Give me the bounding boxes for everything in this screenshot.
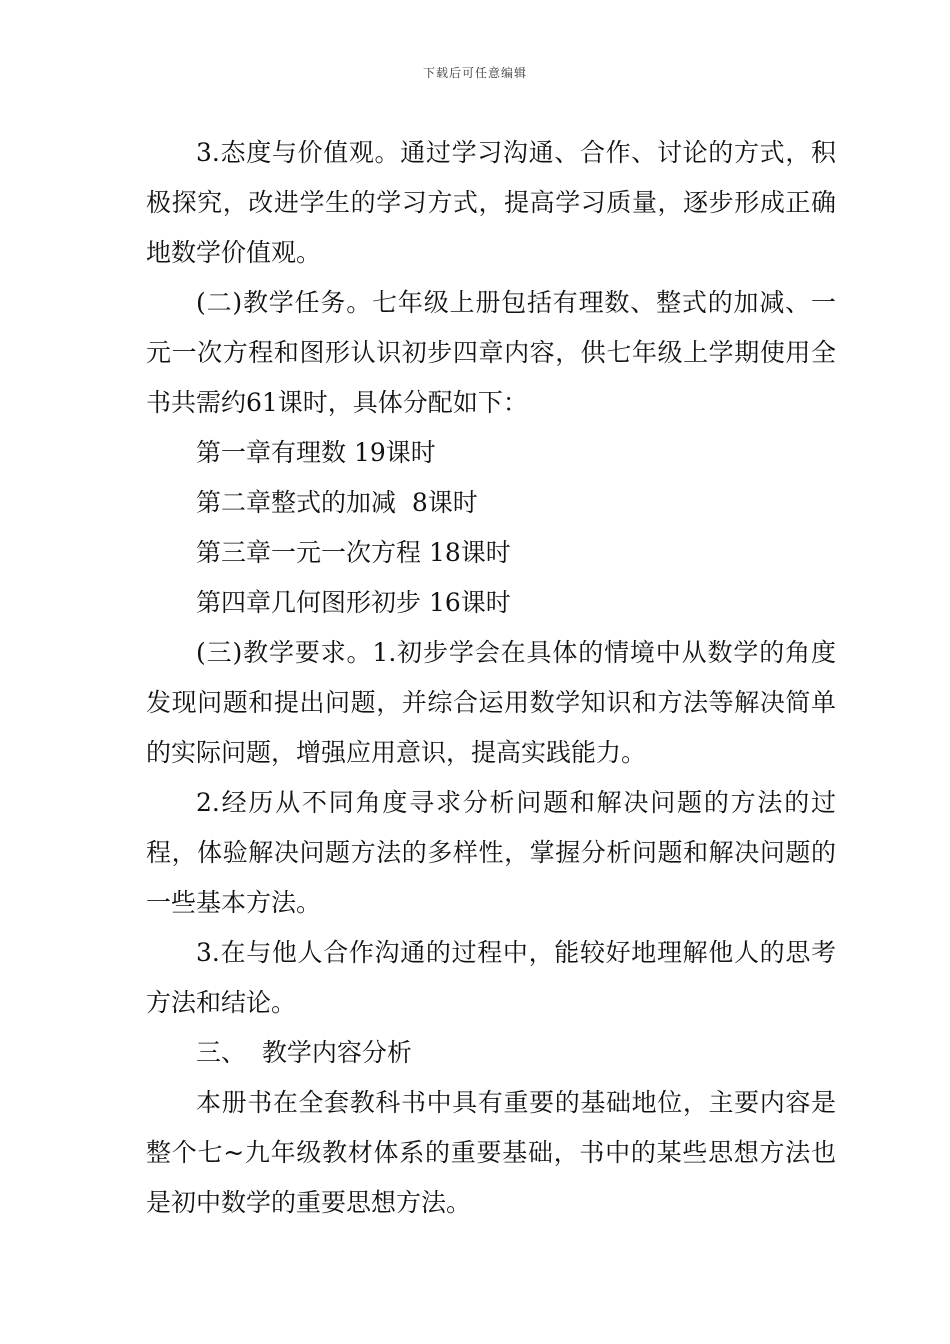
section-heading-content-analysis: 三、 教学内容分析 <box>196 1038 412 1067</box>
chapter-4-line: 第四章几何图形初步 16课时 <box>196 588 511 617</box>
paragraph-requirement-3: 3.在与他人合作沟通的过程中，能较好地理解他人的思考方法和结论。 <box>146 938 836 1017</box>
chapter-2-line: 第二章整式的加减 8课时 <box>196 488 478 517</box>
paragraph-requirement-2: 2.经历从不同角度寻求分析问题和解决问题的方法的过程，体验解决问题方法的多样性，掌握分析问题和解决问题的一些基本方法。 <box>146 788 836 917</box>
chapter-1-line: 第一章有理数 19课时 <box>196 438 436 467</box>
paragraph-content-analysis: 本册书在全套教科书中具有重要的基础地位，主要内容是整个七~九年级教材体系的重要基础，书中的某些思想方法也是初中数学的重要思想方法。 <box>146 1088 836 1217</box>
paragraph-teaching-requirements: (三)教学要求。1.初步学会在具体的情境中从数学的角度发现问题和提出问题，并综合运用数学知识和方法等解决简单的实际问题，增强应用意识，提高实践能力。 <box>146 638 836 767</box>
paragraph-attitude-values: 3.态度与价值观。通过学习沟通、合作、讨论的方式，积极探究，改进学生的学习方式，提高学习质量，逐步形成正确地数学价值观。 <box>146 138 836 267</box>
page-header: 下载后可任意编辑 <box>422 66 527 80</box>
chapter-3-line: 第三章一元一次方程 18课时 <box>196 538 511 567</box>
document-body <box>146 128 836 1228</box>
paragraph-teaching-tasks: (二)教学任务。七年级上册包括有理数、整式的加减、一元一次方程和图形认识初步四章内容，供七年级上学期使用全书共需约61课时，具体分配如下： <box>146 288 836 417</box>
